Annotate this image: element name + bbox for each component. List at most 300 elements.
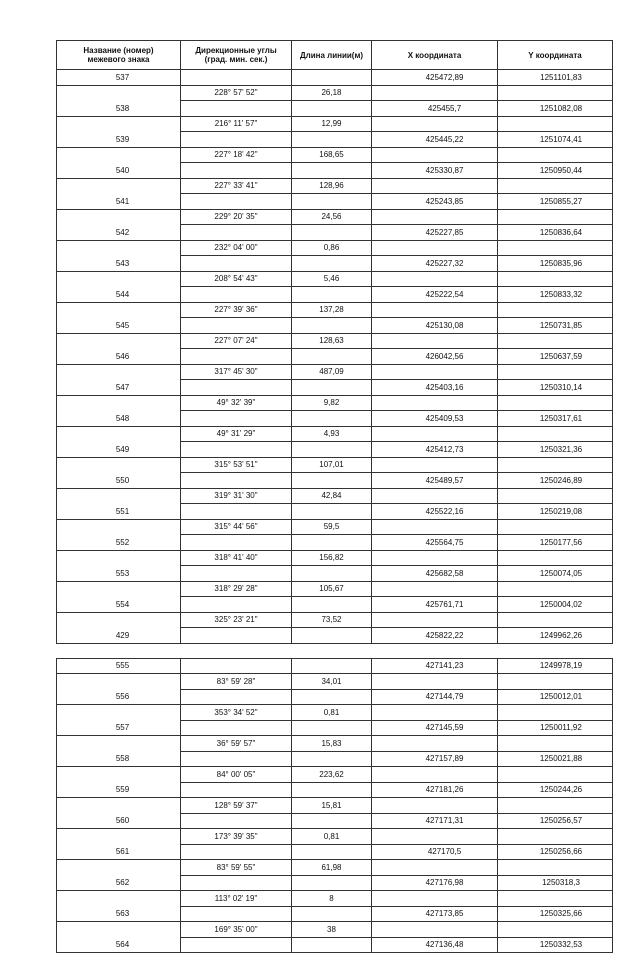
direction-angle: 353° 34' 52" <box>181 705 292 721</box>
header-point-line1: Название (номер) <box>83 46 154 55</box>
direction-angle: 317° 45' 30" <box>181 364 292 380</box>
empty-cell <box>292 256 372 272</box>
line-length: 59,5 <box>292 519 372 535</box>
empty-cell <box>57 178 181 194</box>
empty-cell <box>292 318 372 334</box>
x-coordinate: 425455,7 <box>372 101 498 117</box>
table-row-segment <box>57 581 613 597</box>
empty-cell <box>181 720 292 736</box>
direction-angle: 216° 11' 57" <box>181 116 292 132</box>
empty-cell <box>498 612 613 628</box>
empty-cell <box>372 581 498 597</box>
table-row-point <box>57 535 613 551</box>
empty-cell <box>57 333 181 349</box>
empty-cell <box>372 519 498 535</box>
empty-cell <box>57 705 181 721</box>
table-row-segment <box>57 736 613 752</box>
y-coordinate: 1250244,26 <box>498 782 613 798</box>
empty-cell <box>181 535 292 551</box>
empty-cell <box>292 163 372 179</box>
y-coordinate: 1249978,19 <box>498 658 613 674</box>
table-row-segment <box>57 674 613 690</box>
empty-cell <box>372 426 498 442</box>
empty-cell <box>57 395 181 411</box>
empty-cell <box>181 411 292 427</box>
empty-cell <box>498 643 613 658</box>
empty-cell <box>181 504 292 520</box>
table-row-point <box>57 597 613 613</box>
empty-cell <box>181 194 292 210</box>
empty-cell <box>498 581 613 597</box>
empty-cell <box>181 566 292 582</box>
line-length: 34,01 <box>292 674 372 690</box>
empty-cell <box>292 132 372 148</box>
x-coordinate: 425130,08 <box>372 318 498 334</box>
empty-cell <box>372 488 498 504</box>
empty-cell <box>498 147 613 163</box>
line-length: 4,93 <box>292 426 372 442</box>
table-row-point <box>57 720 613 736</box>
empty-cell <box>292 194 372 210</box>
empty-cell <box>292 70 372 86</box>
table-row-point <box>57 380 613 396</box>
table-row-segment <box>57 612 613 628</box>
table-row-segment <box>57 426 613 442</box>
empty-cell <box>372 705 498 721</box>
point-number: 538 <box>57 101 181 117</box>
empty-cell <box>181 318 292 334</box>
empty-cell <box>57 581 181 597</box>
empty-cell <box>57 736 181 752</box>
line-length: 105,67 <box>292 581 372 597</box>
empty-cell <box>292 349 372 365</box>
empty-cell <box>292 751 372 767</box>
empty-cell <box>57 240 181 256</box>
y-coordinate: 1251082,08 <box>498 101 613 117</box>
empty-cell <box>292 658 372 674</box>
table-row-point <box>57 287 613 303</box>
empty-cell <box>372 922 498 938</box>
y-coordinate: 1250318,3 <box>498 875 613 891</box>
empty-cell <box>57 271 181 287</box>
table-row-point <box>57 101 613 117</box>
y-coordinate: 1250855,27 <box>498 194 613 210</box>
empty-cell <box>498 829 613 845</box>
table-row-segment <box>57 302 613 318</box>
empty-cell <box>57 550 181 566</box>
line-length: 73,52 <box>292 612 372 628</box>
point-number: 537 <box>57 70 181 86</box>
empty-cell <box>57 829 181 845</box>
point-number: 555 <box>57 658 181 674</box>
x-coordinate: 425227,85 <box>372 225 498 241</box>
table-row-segment <box>57 705 613 721</box>
empty-cell <box>498 519 613 535</box>
table-row-point <box>57 318 613 334</box>
empty-cell <box>57 922 181 938</box>
empty-cell <box>372 271 498 287</box>
table-row-segment <box>57 395 613 411</box>
y-coordinate: 1251074,41 <box>498 132 613 148</box>
line-length: 107,01 <box>292 457 372 473</box>
x-coordinate: 425445,22 <box>372 132 498 148</box>
empty-cell <box>57 426 181 442</box>
empty-cell <box>372 240 498 256</box>
table-row-point <box>57 658 613 674</box>
empty-cell <box>181 628 292 644</box>
table-row-segment <box>57 519 613 535</box>
table-row-segment <box>57 550 613 566</box>
empty-cell <box>57 860 181 876</box>
table-row-segment <box>57 85 613 101</box>
empty-cell <box>292 643 372 658</box>
x-coordinate: 425522,16 <box>372 504 498 520</box>
direction-angle: 315° 44' 56" <box>181 519 292 535</box>
direction-angle: 128° 59' 37" <box>181 798 292 814</box>
direction-angle: 227° 39' 36" <box>181 302 292 318</box>
empty-cell <box>292 101 372 117</box>
empty-cell <box>498 426 613 442</box>
empty-cell <box>498 271 613 287</box>
empty-cell <box>498 302 613 318</box>
direction-angle: 318° 29' 28" <box>181 581 292 597</box>
point-number: 546 <box>57 349 181 365</box>
x-coordinate: 425243,85 <box>372 194 498 210</box>
empty-cell <box>181 163 292 179</box>
empty-cell <box>57 364 181 380</box>
y-coordinate: 1250317,61 <box>498 411 613 427</box>
direction-angle: 83° 59' 28" <box>181 674 292 690</box>
x-coordinate: 427145,59 <box>372 720 498 736</box>
empty-cell <box>372 736 498 752</box>
empty-cell <box>372 116 498 132</box>
direction-angle: 36° 59' 57" <box>181 736 292 752</box>
empty-cell <box>498 767 613 783</box>
y-coordinate: 1250950,44 <box>498 163 613 179</box>
point-number: 558 <box>57 751 181 767</box>
x-coordinate: 425822,22 <box>372 628 498 644</box>
table-row-point <box>57 132 613 148</box>
line-length: 15,81 <box>292 798 372 814</box>
y-coordinate: 1251101,83 <box>498 70 613 86</box>
table-row-segment <box>57 798 613 814</box>
point-number: 544 <box>57 287 181 303</box>
direction-angle: 83° 59' 55" <box>181 860 292 876</box>
header-x-coordinate: X координата <box>372 41 498 70</box>
direction-angle: 318° 41' 40" <box>181 550 292 566</box>
point-number: 554 <box>57 597 181 613</box>
empty-cell <box>498 550 613 566</box>
group-separator-row <box>57 643 613 658</box>
empty-cell <box>372 395 498 411</box>
x-coordinate: 427171,31 <box>372 813 498 829</box>
y-coordinate: 1250246,89 <box>498 473 613 489</box>
empty-cell <box>57 302 181 318</box>
direction-angle: 319° 31' 30" <box>181 488 292 504</box>
empty-cell <box>372 643 498 658</box>
empty-cell <box>498 85 613 101</box>
table-row-point <box>57 349 613 365</box>
point-number: 429 <box>57 628 181 644</box>
empty-cell <box>57 612 181 628</box>
table-row-point <box>57 875 613 891</box>
empty-cell <box>372 891 498 907</box>
empty-cell <box>498 116 613 132</box>
empty-cell <box>57 767 181 783</box>
empty-cell <box>292 937 372 953</box>
point-number: 562 <box>57 875 181 891</box>
direction-angle: 84° 00' 05" <box>181 767 292 783</box>
y-coordinate: 1250074,05 <box>498 566 613 582</box>
table-row-segment <box>57 922 613 938</box>
line-length: 8 <box>292 891 372 907</box>
point-number: 557 <box>57 720 181 736</box>
empty-cell <box>57 85 181 101</box>
line-length: 61,98 <box>292 860 372 876</box>
table-row-point <box>57 628 613 644</box>
table-row-point <box>57 411 613 427</box>
line-length: 15,83 <box>292 736 372 752</box>
table-row-point <box>57 937 613 953</box>
point-number: 552 <box>57 535 181 551</box>
point-number: 543 <box>57 256 181 272</box>
empty-cell <box>372 798 498 814</box>
x-coordinate: 425227,32 <box>372 256 498 272</box>
table-row-point <box>57 442 613 458</box>
line-length: 487,09 <box>292 364 372 380</box>
x-coordinate: 425222,54 <box>372 287 498 303</box>
y-coordinate: 1250256,66 <box>498 844 613 860</box>
table-row-segment <box>57 891 613 907</box>
empty-cell <box>181 473 292 489</box>
empty-cell <box>498 333 613 349</box>
empty-cell <box>498 395 613 411</box>
x-coordinate: 427144,79 <box>372 689 498 705</box>
empty-cell <box>181 844 292 860</box>
empty-cell <box>181 906 292 922</box>
direction-angle: 173° 39' 35" <box>181 829 292 845</box>
empty-cell <box>57 798 181 814</box>
empty-cell <box>181 643 292 658</box>
direction-angle: 228° 57' 52" <box>181 85 292 101</box>
x-coordinate: 427170,5 <box>372 844 498 860</box>
table-row-point <box>57 504 613 520</box>
x-coordinate: 427141,23 <box>372 658 498 674</box>
point-number: 563 <box>57 906 181 922</box>
table-body <box>57 70 613 953</box>
empty-cell <box>57 519 181 535</box>
empty-cell <box>181 782 292 798</box>
line-length: 128,96 <box>292 178 372 194</box>
table-row-segment <box>57 457 613 473</box>
empty-cell <box>498 488 613 504</box>
point-number: 559 <box>57 782 181 798</box>
table-row-segment <box>57 364 613 380</box>
empty-cell <box>181 380 292 396</box>
point-number: 540 <box>57 163 181 179</box>
empty-cell <box>292 442 372 458</box>
empty-cell <box>372 674 498 690</box>
empty-cell <box>181 132 292 148</box>
table-row-segment <box>57 178 613 194</box>
point-number: 551 <box>57 504 181 520</box>
empty-cell <box>292 287 372 303</box>
point-number: 553 <box>57 566 181 582</box>
y-coordinate: 1250256,57 <box>498 813 613 829</box>
empty-cell <box>292 597 372 613</box>
table-row-point <box>57 689 613 705</box>
empty-cell <box>57 457 181 473</box>
empty-cell <box>498 674 613 690</box>
header-point-line2: межевого знака <box>87 55 150 64</box>
table-row-point <box>57 473 613 489</box>
point-number: 545 <box>57 318 181 334</box>
table-row-segment <box>57 829 613 845</box>
y-coordinate: 1250637,59 <box>498 349 613 365</box>
empty-cell <box>181 658 292 674</box>
x-coordinate: 427173,85 <box>372 906 498 922</box>
y-coordinate: 1250731,85 <box>498 318 613 334</box>
x-coordinate: 427176,98 <box>372 875 498 891</box>
point-number: 560 <box>57 813 181 829</box>
empty-cell <box>372 209 498 225</box>
header-direction-angle <box>181 41 292 70</box>
table-row-segment <box>57 767 613 783</box>
direction-angle: 49° 31' 29" <box>181 426 292 442</box>
direction-angle: 229° 20' 35" <box>181 209 292 225</box>
x-coordinate: 427181,26 <box>372 782 498 798</box>
point-number: 541 <box>57 194 181 210</box>
header-angle-line2: (град. мин. сек.) <box>204 55 268 64</box>
table-row-segment <box>57 333 613 349</box>
table-row-segment <box>57 147 613 163</box>
empty-cell <box>292 813 372 829</box>
table-row-segment <box>57 116 613 132</box>
empty-cell <box>498 891 613 907</box>
line-length: 9,82 <box>292 395 372 411</box>
table-row-segment <box>57 860 613 876</box>
table-row-point <box>57 751 613 767</box>
line-length: 168,65 <box>292 147 372 163</box>
empty-cell <box>292 566 372 582</box>
empty-cell <box>498 922 613 938</box>
y-coordinate: 1250021,88 <box>498 751 613 767</box>
empty-cell <box>498 364 613 380</box>
direction-angle: 232° 04' 00" <box>181 240 292 256</box>
table-row-segment <box>57 488 613 504</box>
y-coordinate: 1250310,14 <box>498 380 613 396</box>
table-row-segment <box>57 240 613 256</box>
point-number: 547 <box>57 380 181 396</box>
empty-cell <box>372 767 498 783</box>
empty-cell <box>57 116 181 132</box>
empty-cell <box>292 689 372 705</box>
y-coordinate: 1250011,92 <box>498 720 613 736</box>
x-coordinate: 427136,48 <box>372 937 498 953</box>
empty-cell <box>181 597 292 613</box>
empty-cell <box>181 349 292 365</box>
empty-cell <box>498 798 613 814</box>
direction-angle: 169° 35' 00" <box>181 922 292 938</box>
point-number: 561 <box>57 844 181 860</box>
table-row-point <box>57 782 613 798</box>
line-length: 223,62 <box>292 767 372 783</box>
table-row-point <box>57 163 613 179</box>
direction-angle: 325° 23' 21" <box>181 612 292 628</box>
x-coordinate: 425761,71 <box>372 597 498 613</box>
x-coordinate: 425682,58 <box>372 566 498 582</box>
header-y-coordinate: Y координата <box>498 41 613 70</box>
x-coordinate: 425472,89 <box>372 70 498 86</box>
empty-cell <box>292 628 372 644</box>
point-number: 548 <box>57 411 181 427</box>
empty-cell <box>372 302 498 318</box>
table-row-point <box>57 194 613 210</box>
empty-cell <box>498 860 613 876</box>
empty-cell <box>181 442 292 458</box>
header-line-length: Длина линии(м) <box>292 41 372 70</box>
table-row-point <box>57 813 613 829</box>
empty-cell <box>181 875 292 891</box>
empty-cell <box>372 364 498 380</box>
direction-angle: 227° 18' 42" <box>181 147 292 163</box>
y-coordinate: 1250835,96 <box>498 256 613 272</box>
empty-cell <box>372 333 498 349</box>
empty-cell <box>181 813 292 829</box>
table-row-point <box>57 566 613 582</box>
table-header-row <box>57 41 613 70</box>
empty-cell <box>372 612 498 628</box>
y-coordinate: 1250325,66 <box>498 906 613 922</box>
empty-cell <box>181 287 292 303</box>
header-angle-line1: Дирекционные углы <box>195 46 277 55</box>
empty-cell <box>292 380 372 396</box>
y-coordinate: 1250833,32 <box>498 287 613 303</box>
empty-cell <box>498 178 613 194</box>
point-number: 549 <box>57 442 181 458</box>
empty-cell <box>292 411 372 427</box>
empty-cell <box>292 504 372 520</box>
empty-cell <box>57 488 181 504</box>
y-coordinate: 1250836,64 <box>498 225 613 241</box>
y-coordinate: 1250219,08 <box>498 504 613 520</box>
x-coordinate: 427157,89 <box>372 751 498 767</box>
empty-cell <box>372 457 498 473</box>
empty-cell <box>57 643 181 658</box>
point-number: 556 <box>57 689 181 705</box>
line-length: 128,63 <box>292 333 372 349</box>
empty-cell <box>292 720 372 736</box>
empty-cell <box>57 147 181 163</box>
table-row-point <box>57 844 613 860</box>
table-row-segment <box>57 271 613 287</box>
table-row-point <box>57 906 613 922</box>
table-row-point <box>57 256 613 272</box>
empty-cell <box>372 550 498 566</box>
line-length: 42,84 <box>292 488 372 504</box>
empty-cell <box>372 178 498 194</box>
line-length: 156,82 <box>292 550 372 566</box>
header-point-name <box>57 41 181 70</box>
x-coordinate: 425409,53 <box>372 411 498 427</box>
empty-cell <box>292 906 372 922</box>
empty-cell <box>181 101 292 117</box>
line-length: 12,99 <box>292 116 372 132</box>
point-number: 542 <box>57 225 181 241</box>
direction-angle: 227° 33' 41" <box>181 178 292 194</box>
empty-cell <box>498 240 613 256</box>
table-row-point <box>57 225 613 241</box>
